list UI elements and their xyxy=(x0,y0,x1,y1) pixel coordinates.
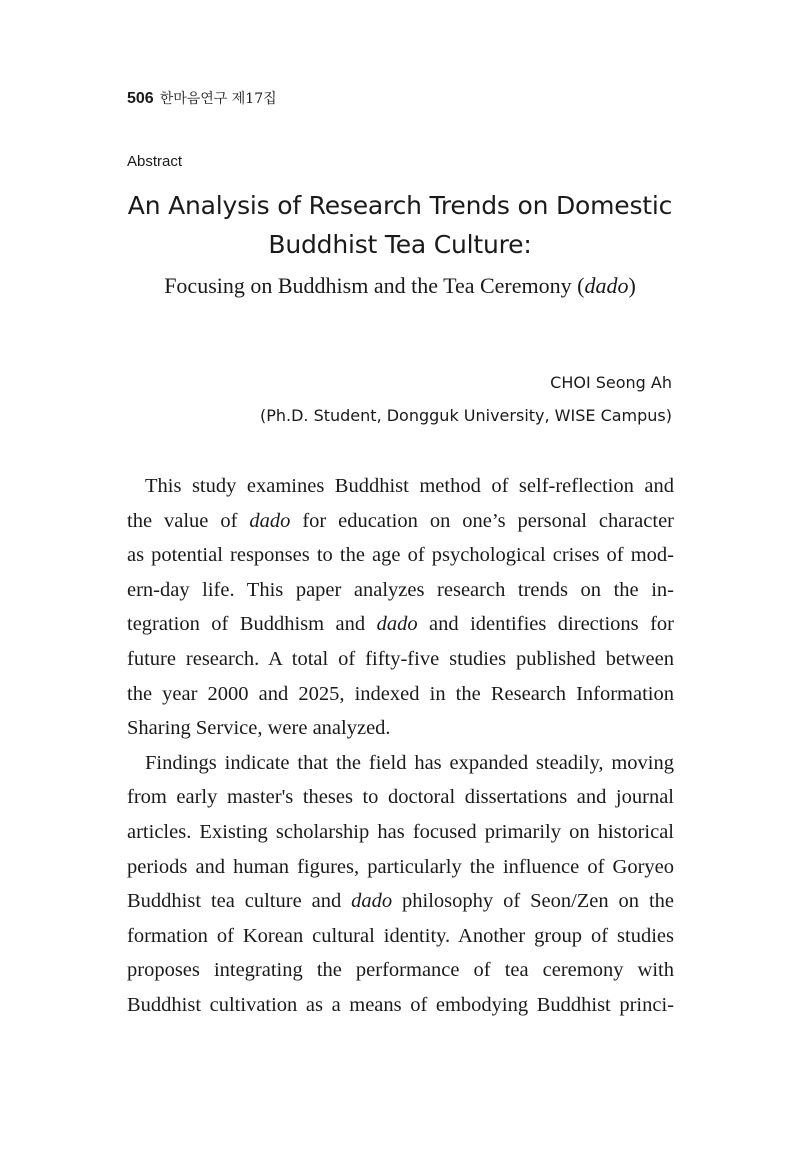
subtitle-text: Focusing on Buddhism and the Tea Ceremony ( xyxy=(164,273,585,298)
subtitle-close: ) xyxy=(628,273,636,298)
italic-term: dado xyxy=(376,613,418,636)
journal-name: 한마음연구 제17집 xyxy=(159,91,277,107)
abstract-body xyxy=(127,469,674,1023)
subtitle-italic: dado xyxy=(584,273,629,298)
author-name: CHOI Seong Ah xyxy=(550,373,672,392)
paragraph-2-line: Findings indicate that the field has expanded steadily, moving xyxy=(145,751,674,774)
paragraph-2-line: proposes integrating the performance of tea ceremony with xyxy=(127,959,674,982)
paragraph-1-line: as potential responses to the age of psychological crises of mod- xyxy=(127,544,674,567)
text-segment: the value of xyxy=(127,509,250,532)
text-segment: and identifies directions for xyxy=(417,613,674,636)
paragraph-1-line xyxy=(127,504,674,539)
title-line-1: An Analysis of Research Trends on Domestic xyxy=(127,191,673,220)
paragraph-1-line: ern-day life. This paper analyzes research trends on the in- xyxy=(127,578,674,601)
text-segment: philosophy of Seon/Zen on the xyxy=(392,890,674,913)
running-head xyxy=(127,89,277,109)
author-affiliation: (Ph.D. Student, Dongguk University, WISE Campus) xyxy=(259,406,672,425)
paragraph-2-line xyxy=(127,884,674,919)
paragraph-1-line: future research. A total of fifty-five studies published between xyxy=(127,647,674,670)
title-line-2: Buddhist Tea Culture: xyxy=(268,230,532,259)
text-segment: Buddhist tea culture and xyxy=(127,890,352,913)
paragraph-1-line: the year 2000 and 2025, indexed in the Research Information xyxy=(127,682,674,705)
paragraph-2-line: formation of Korean cultural identity. Another group of studies xyxy=(127,924,674,947)
paragraph-1-line: Sharing Service, were analyzed. xyxy=(127,717,391,740)
text-segment: for education on one’s personal character xyxy=(290,509,674,532)
italic-term: dado xyxy=(351,890,393,913)
section-label: Abstract xyxy=(127,153,183,170)
paragraph-2-line: from early master's theses to doctoral dissertations and journal xyxy=(127,786,674,809)
paragraph-1-line xyxy=(127,607,674,642)
paragraph-2-line: Buddhist cultivation as a means of embodying Buddhist princi- xyxy=(127,993,674,1016)
paragraph-2-line: periods and human figures, particularly the influence of Goryeo xyxy=(127,855,674,878)
subtitle xyxy=(100,272,700,300)
paragraph-2-line: articles. Existing scholarship has focused primarily on historical xyxy=(127,820,674,843)
italic-term: dado xyxy=(249,509,291,532)
page-number: 506 xyxy=(127,90,154,107)
paragraph-1-line: This study examines Buddhist method of self-reflection and xyxy=(145,475,674,497)
text-segment: tegration of Buddhism and xyxy=(127,613,377,636)
